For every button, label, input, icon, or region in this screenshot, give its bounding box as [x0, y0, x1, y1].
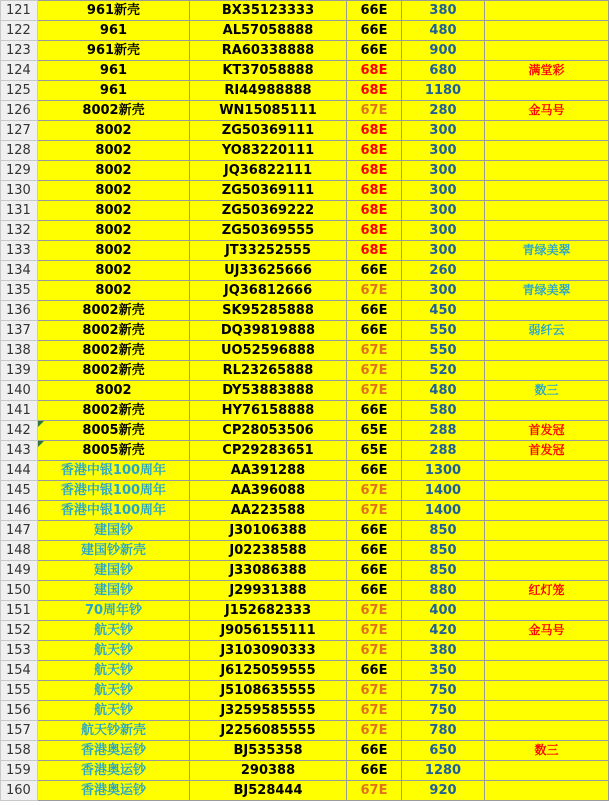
note-cell[interactable]: 数三	[485, 741, 609, 761]
serial-number-cell[interactable]: BJ528444	[190, 781, 347, 801]
item-name-cell[interactable]: 8002新壳	[38, 401, 190, 421]
price-cell[interactable]: 550	[402, 321, 485, 341]
item-name-cell[interactable]: 961	[38, 81, 190, 101]
note-cell[interactable]	[485, 341, 609, 361]
table-row[interactable]	[1, 61, 609, 81]
price-cell[interactable]: 480	[402, 381, 485, 401]
row-number-header[interactable]: 129	[1, 161, 38, 181]
item-name-cell[interactable]: 8002	[38, 241, 190, 261]
grade-cell[interactable]: 66E	[347, 41, 402, 61]
item-name-cell[interactable]: 8002	[38, 261, 190, 281]
table-row[interactable]	[1, 161, 609, 181]
table-row[interactable]	[1, 601, 609, 621]
table-row[interactable]	[1, 321, 609, 341]
row-number-header[interactable]: 144	[1, 461, 38, 481]
note-cell[interactable]	[485, 1, 609, 21]
serial-number-cell[interactable]: J3103090333	[190, 641, 347, 661]
note-cell[interactable]	[485, 361, 609, 381]
price-cell[interactable]: 650	[402, 741, 485, 761]
grade-cell[interactable]: 68E	[347, 61, 402, 81]
serial-number-cell[interactable]: J9056155111	[190, 621, 347, 641]
item-name-cell[interactable]: 建国钞新壳	[38, 541, 190, 561]
item-name-cell[interactable]: 8002	[38, 201, 190, 221]
grid-body	[1, 1, 609, 801]
grade-cell[interactable]: 66E	[347, 581, 402, 601]
row-number-header[interactable]: 145	[1, 481, 38, 501]
row-number-header[interactable]: 124	[1, 61, 38, 81]
row-number-header[interactable]: 132	[1, 221, 38, 241]
serial-number-cell[interactable]: RL23265888	[190, 361, 347, 381]
note-cell[interactable]: 首发冠	[485, 441, 609, 461]
note-cell[interactable]: 青绿美翠	[485, 241, 609, 261]
item-name-cell[interactable]: 航天钞新壳	[38, 721, 190, 741]
item-name-cell[interactable]: 8002新壳	[38, 341, 190, 361]
row-number-header[interactable]: 146	[1, 501, 38, 521]
grade-cell[interactable]: 66E	[347, 401, 402, 421]
price-cell[interactable]: 750	[402, 701, 485, 721]
price-cell[interactable]: 300	[402, 281, 485, 301]
row-number-header[interactable]: 138	[1, 341, 38, 361]
item-name-cell[interactable]: 8002新壳	[38, 361, 190, 381]
note-cell[interactable]: 青绿美翠	[485, 281, 609, 301]
table-row[interactable]	[1, 1, 609, 21]
row-number-header[interactable]: 127	[1, 121, 38, 141]
serial-number-cell[interactable]: DY53883888	[190, 381, 347, 401]
grade-cell[interactable]: 68E	[347, 121, 402, 141]
table-row[interactable]	[1, 201, 609, 221]
serial-number-cell[interactable]: UO52596888	[190, 341, 347, 361]
price-cell[interactable]: 520	[402, 361, 485, 381]
serial-number-cell[interactable]: J30106388	[190, 521, 347, 541]
item-name-cell[interactable]: 航天钞	[38, 701, 190, 721]
price-cell[interactable]: 300	[402, 161, 485, 181]
grade-cell[interactable]: 66E	[347, 521, 402, 541]
note-cell[interactable]: 红灯笼	[485, 581, 609, 601]
serial-number-cell[interactable]: WN15085111	[190, 101, 347, 121]
item-name-cell[interactable]: 建国钞	[38, 581, 190, 601]
note-cell[interactable]	[485, 601, 609, 621]
row-number-header[interactable]: 122	[1, 21, 38, 41]
grade-cell[interactable]: 66E	[347, 261, 402, 281]
table-row[interactable]	[1, 661, 609, 681]
price-cell[interactable]: 280	[402, 101, 485, 121]
price-cell[interactable]: 420	[402, 621, 485, 641]
grade-cell[interactable]: 66E	[347, 301, 402, 321]
serial-number-cell[interactable]: YO83220111	[190, 141, 347, 161]
note-cell[interactable]	[485, 121, 609, 141]
price-cell[interactable]: 1400	[402, 481, 485, 501]
price-cell[interactable]: 300	[402, 121, 485, 141]
item-name-cell[interactable]: 70周年钞	[38, 601, 190, 621]
note-cell[interactable]	[485, 761, 609, 781]
item-name-cell[interactable]: 航天钞	[38, 621, 190, 641]
price-cell[interactable]: 300	[402, 241, 485, 261]
table-row[interactable]	[1, 561, 609, 581]
note-cell[interactable]: 金马号	[485, 621, 609, 641]
price-cell[interactable]: 300	[402, 221, 485, 241]
table-row[interactable]	[1, 781, 609, 801]
note-cell[interactable]: 弱纤云	[485, 321, 609, 341]
grade-cell[interactable]: 67E	[347, 101, 402, 121]
grade-cell[interactable]: 67E	[347, 621, 402, 641]
note-cell[interactable]	[485, 161, 609, 181]
table-row[interactable]	[1, 681, 609, 701]
row-number-header[interactable]: 133	[1, 241, 38, 261]
serial-number-cell[interactable]: DQ39819888	[190, 321, 347, 341]
item-name-cell[interactable]: 香港中银100周年	[38, 481, 190, 501]
table-row[interactable]	[1, 221, 609, 241]
note-cell[interactable]	[485, 781, 609, 801]
price-cell[interactable]: 288	[402, 421, 485, 441]
note-cell[interactable]	[485, 21, 609, 41]
item-name-cell[interactable]: 8002新壳	[38, 321, 190, 341]
grade-cell[interactable]: 68E	[347, 241, 402, 261]
serial-number-cell[interactable]: JQ36812666	[190, 281, 347, 301]
grade-cell[interactable]: 66E	[347, 321, 402, 341]
row-number-header[interactable]: 121	[1, 1, 38, 21]
price-cell[interactable]: 1400	[402, 501, 485, 521]
item-name-cell[interactable]: 8005新壳	[38, 441, 190, 461]
price-cell[interactable]: 450	[402, 301, 485, 321]
serial-number-cell[interactable]: AA391288	[190, 461, 347, 481]
table-row[interactable]	[1, 281, 609, 301]
note-cell[interactable]	[485, 661, 609, 681]
price-cell[interactable]: 480	[402, 21, 485, 41]
grade-cell[interactable]: 66E	[347, 541, 402, 561]
price-cell[interactable]: 260	[402, 261, 485, 281]
table-row[interactable]	[1, 421, 609, 441]
price-cell[interactable]: 1180	[402, 81, 485, 101]
row-number-header[interactable]: 152	[1, 621, 38, 641]
price-cell[interactable]: 1300	[402, 461, 485, 481]
note-cell[interactable]: 金马号	[485, 101, 609, 121]
serial-number-cell[interactable]: UJ33625666	[190, 261, 347, 281]
item-name-cell[interactable]: 8002	[38, 281, 190, 301]
serial-number-cell[interactable]: ZG50369555	[190, 221, 347, 241]
item-name-cell[interactable]: 8002	[38, 161, 190, 181]
row-number-header[interactable]: 134	[1, 261, 38, 281]
note-cell[interactable]	[485, 481, 609, 501]
price-cell[interactable]: 850	[402, 541, 485, 561]
row-number-header[interactable]: 131	[1, 201, 38, 221]
serial-number-cell[interactable]: KT37058888	[190, 61, 347, 81]
price-cell[interactable]: 900	[402, 41, 485, 61]
table-row[interactable]	[1, 381, 609, 401]
table-row[interactable]	[1, 761, 609, 781]
table-row[interactable]	[1, 101, 609, 121]
serial-number-cell[interactable]: SK95285888	[190, 301, 347, 321]
grade-cell[interactable]: 67E	[347, 601, 402, 621]
table-row[interactable]	[1, 621, 609, 641]
grade-cell[interactable]: 67E	[347, 341, 402, 361]
grade-cell[interactable]: 67E	[347, 501, 402, 521]
note-cell[interactable]	[485, 221, 609, 241]
table-row[interactable]	[1, 341, 609, 361]
table-row[interactable]	[1, 301, 609, 321]
note-cell[interactable]	[485, 721, 609, 741]
note-cell[interactable]	[485, 301, 609, 321]
price-cell[interactable]: 288	[402, 441, 485, 461]
table-row[interactable]	[1, 21, 609, 41]
grade-cell[interactable]: 66E	[347, 561, 402, 581]
note-cell[interactable]	[485, 681, 609, 701]
row-number-header[interactable]: 150	[1, 581, 38, 601]
item-name-cell[interactable]: 香港中银100周年	[38, 501, 190, 521]
serial-number-cell[interactable]: AA396088	[190, 481, 347, 501]
row-number-header[interactable]: 155	[1, 681, 38, 701]
grade-cell[interactable]: 68E	[347, 81, 402, 101]
note-cell[interactable]	[485, 461, 609, 481]
table-row[interactable]	[1, 521, 609, 541]
price-cell[interactable]: 680	[402, 61, 485, 81]
row-number-header[interactable]: 160	[1, 781, 38, 801]
note-cell[interactable]: 数三	[485, 381, 609, 401]
item-name-cell[interactable]: 航天钞	[38, 681, 190, 701]
item-name-cell[interactable]: 香港中银100周年	[38, 461, 190, 481]
price-cell[interactable]: 920	[402, 781, 485, 801]
price-cell[interactable]: 550	[402, 341, 485, 361]
table-row[interactable]	[1, 581, 609, 601]
row-number-header[interactable]: 157	[1, 721, 38, 741]
row-number-header[interactable]: 139	[1, 361, 38, 381]
note-cell[interactable]	[485, 701, 609, 721]
serial-number-cell[interactable]: AA223588	[190, 501, 347, 521]
grade-cell[interactable]: 67E	[347, 381, 402, 401]
item-name-cell[interactable]: 961新壳	[38, 41, 190, 61]
grade-cell[interactable]: 67E	[347, 481, 402, 501]
serial-number-cell[interactable]: 290388	[190, 761, 347, 781]
grade-cell[interactable]: 68E	[347, 161, 402, 181]
serial-number-cell[interactable]: CP28053506	[190, 421, 347, 441]
serial-number-cell[interactable]: JQ36822111	[190, 161, 347, 181]
serial-number-cell[interactable]: J3259585555	[190, 701, 347, 721]
table-row[interactable]	[1, 261, 609, 281]
row-number-header[interactable]: 158	[1, 741, 38, 761]
table-row[interactable]	[1, 141, 609, 161]
grade-cell[interactable]: 66E	[347, 761, 402, 781]
price-cell[interactable]: 750	[402, 681, 485, 701]
table-row[interactable]	[1, 721, 609, 741]
row-number-header[interactable]: 154	[1, 661, 38, 681]
table-row[interactable]	[1, 241, 609, 261]
row-number-header[interactable]: 148	[1, 541, 38, 561]
serial-number-cell[interactable]: AL57058888	[190, 21, 347, 41]
row-number-header[interactable]: 125	[1, 81, 38, 101]
row-number-header[interactable]: 159	[1, 761, 38, 781]
grade-cell[interactable]: 68E	[347, 181, 402, 201]
grade-cell[interactable]: 66E	[347, 1, 402, 21]
item-name-cell[interactable]: 建国钞	[38, 521, 190, 541]
serial-number-cell[interactable]: J6125059555	[190, 661, 347, 681]
row-number-header[interactable]: 135	[1, 281, 38, 301]
item-name-cell[interactable]: 961	[38, 21, 190, 41]
row-number-header[interactable]: 143	[1, 441, 38, 461]
table-row[interactable]	[1, 121, 609, 141]
price-cell[interactable]: 380	[402, 641, 485, 661]
note-cell[interactable]	[485, 81, 609, 101]
grade-cell[interactable]: 66E	[347, 741, 402, 761]
serial-number-cell[interactable]: RA60338888	[190, 41, 347, 61]
table-row[interactable]	[1, 81, 609, 101]
serial-number-cell[interactable]: J29931388	[190, 581, 347, 601]
note-cell[interactable]	[485, 261, 609, 281]
item-name-cell[interactable]: 航天钞	[38, 661, 190, 681]
table-row[interactable]	[1, 181, 609, 201]
row-number-header[interactable]: 140	[1, 381, 38, 401]
row-number-header[interactable]: 123	[1, 41, 38, 61]
price-cell[interactable]: 780	[402, 721, 485, 741]
price-cell[interactable]: 880	[402, 581, 485, 601]
table-row[interactable]	[1, 461, 609, 481]
note-cell[interactable]	[485, 201, 609, 221]
serial-number-cell[interactable]: CP29283651	[190, 441, 347, 461]
serial-number-cell[interactable]: HY76158888	[190, 401, 347, 421]
price-cell[interactable]: 380	[402, 1, 485, 21]
grade-cell[interactable]: 67E	[347, 641, 402, 661]
row-number-header[interactable]: 136	[1, 301, 38, 321]
note-cell[interactable]	[485, 41, 609, 61]
table-row[interactable]	[1, 501, 609, 521]
serial-number-cell[interactable]: J33086388	[190, 561, 347, 581]
serial-number-cell[interactable]: J152682333	[190, 601, 347, 621]
item-name-cell[interactable]: 建国钞	[38, 561, 190, 581]
price-cell[interactable]: 850	[402, 521, 485, 541]
note-cell[interactable]: 满堂彩	[485, 61, 609, 81]
row-number-header[interactable]: 147	[1, 521, 38, 541]
item-name-cell[interactable]: 8002	[38, 121, 190, 141]
serial-number-cell[interactable]: BX35123333	[190, 1, 347, 21]
price-cell[interactable]: 300	[402, 181, 485, 201]
serial-number-cell[interactable]: ZG50369111	[190, 181, 347, 201]
table-row[interactable]	[1, 401, 609, 421]
grade-cell[interactable]: 67E	[347, 361, 402, 381]
serial-number-cell[interactable]: J02238588	[190, 541, 347, 561]
price-cell[interactable]: 300	[402, 201, 485, 221]
row-number-header[interactable]: 149	[1, 561, 38, 581]
item-name-cell[interactable]: 8005新壳	[38, 421, 190, 441]
row-number-header[interactable]: 141	[1, 401, 38, 421]
row-number-header[interactable]: 126	[1, 101, 38, 121]
serial-number-cell[interactable]: ZG50369222	[190, 201, 347, 221]
price-cell[interactable]: 300	[402, 141, 485, 161]
table-row[interactable]	[1, 741, 609, 761]
serial-number-cell[interactable]: RI44988888	[190, 81, 347, 101]
item-name-cell[interactable]: 8002新壳	[38, 301, 190, 321]
item-name-cell[interactable]: 香港奥运钞	[38, 761, 190, 781]
serial-number-cell[interactable]: JT33252555	[190, 241, 347, 261]
item-name-cell[interactable]: 8002	[38, 141, 190, 161]
item-name-cell[interactable]: 8002	[38, 381, 190, 401]
grade-cell[interactable]: 68E	[347, 141, 402, 161]
serial-number-cell[interactable]: ZG50369111	[190, 121, 347, 141]
grade-cell[interactable]: 67E	[347, 281, 402, 301]
price-cell[interactable]: 400	[402, 601, 485, 621]
table-row[interactable]	[1, 701, 609, 721]
grade-cell[interactable]: 66E	[347, 461, 402, 481]
item-name-cell[interactable]: 香港奥运钞	[38, 741, 190, 761]
price-cell[interactable]: 850	[402, 561, 485, 581]
serial-number-cell[interactable]: J2256085555	[190, 721, 347, 741]
note-cell[interactable]	[485, 401, 609, 421]
row-number-header[interactable]: 142	[1, 421, 38, 441]
item-name-cell[interactable]: 香港奥运钞	[38, 781, 190, 801]
price-cell[interactable]: 350	[402, 661, 485, 681]
note-cell[interactable]	[485, 521, 609, 541]
table-row[interactable]	[1, 541, 609, 561]
note-cell[interactable]	[485, 501, 609, 521]
grade-cell[interactable]: 67E	[347, 721, 402, 741]
item-name-cell[interactable]: 8002新壳	[38, 101, 190, 121]
price-cell[interactable]: 1280	[402, 761, 485, 781]
item-name-cell[interactable]: 961新壳	[38, 1, 190, 21]
note-cell[interactable]	[485, 141, 609, 161]
price-cell[interactable]: 580	[402, 401, 485, 421]
table-row[interactable]	[1, 481, 609, 501]
row-number-header[interactable]: 130	[1, 181, 38, 201]
note-cell[interactable]	[485, 561, 609, 581]
serial-number-cell[interactable]: J5108635555	[190, 681, 347, 701]
grade-cell[interactable]: 68E	[347, 201, 402, 221]
table-row[interactable]	[1, 41, 609, 61]
table-row[interactable]	[1, 641, 609, 661]
item-name-cell[interactable]: 8002	[38, 181, 190, 201]
item-name-cell[interactable]: 961	[38, 61, 190, 81]
note-cell[interactable]	[485, 641, 609, 661]
note-cell[interactable]: 首发冠	[485, 421, 609, 441]
item-name-cell[interactable]: 航天钞	[38, 641, 190, 661]
serial-number-cell[interactable]: BJ535358	[190, 741, 347, 761]
grade-cell[interactable]: 67E	[347, 681, 402, 701]
row-number-header[interactable]: 128	[1, 141, 38, 161]
grade-cell[interactable]: 66E	[347, 661, 402, 681]
row-number-header[interactable]: 153	[1, 641, 38, 661]
grade-cell[interactable]: 65E	[347, 421, 402, 441]
grade-cell[interactable]: 67E	[347, 781, 402, 801]
row-number-header[interactable]: 151	[1, 601, 38, 621]
grade-cell[interactable]: 67E	[347, 701, 402, 721]
grade-cell[interactable]: 66E	[347, 21, 402, 41]
row-number-header[interactable]: 156	[1, 701, 38, 721]
table-row[interactable]	[1, 441, 609, 461]
note-cell[interactable]	[485, 541, 609, 561]
item-name-cell[interactable]: 8002	[38, 221, 190, 241]
grade-cell[interactable]: 68E	[347, 221, 402, 241]
grade-cell[interactable]: 65E	[347, 441, 402, 461]
table-row[interactable]	[1, 361, 609, 381]
row-number-header[interactable]: 137	[1, 321, 38, 341]
note-cell[interactable]	[485, 181, 609, 201]
